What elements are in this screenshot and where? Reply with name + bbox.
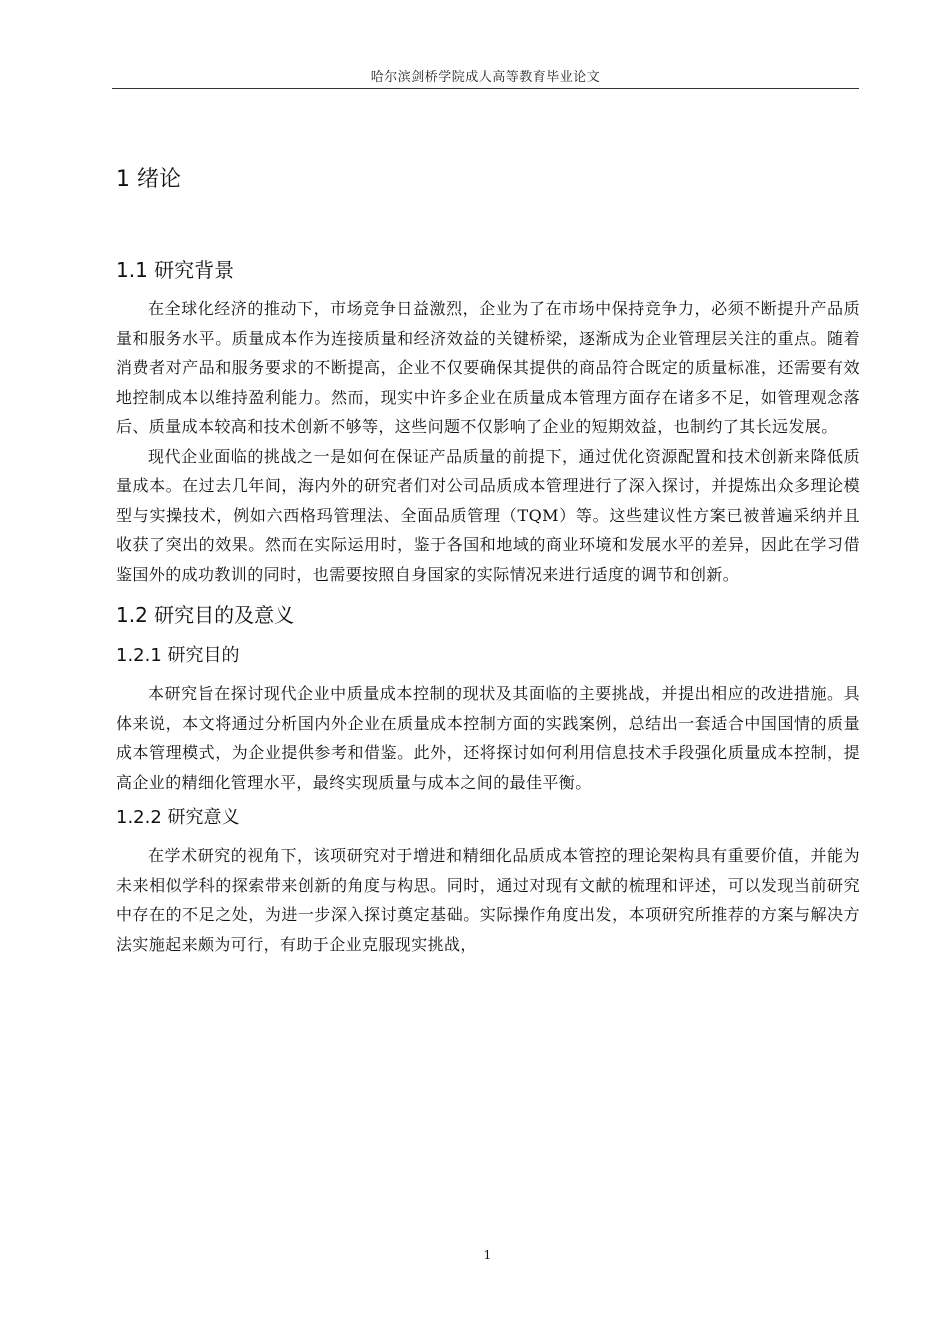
paragraph-purpose-1: 本研究旨在探讨现代企业中质量成本控制的现状及其面临的主要挑战，并提出相应的改进措施。具体来说，本文将通过分析国内外企业在质量成本控制方面的实践案例，总结出一套适合中国国情的质量成本管理模式，为企业提供参考和借鉴。此外，还将探讨如何利用信息技术手段强化质量成本控制，提高企业的精细化管理水平，最终实现质量与成本之间的最佳平衡。	[116, 684, 860, 792]
paragraph-background-1: 在全球化经济的推动下，市场竞争日益激烈，企业为了在市场中保持竞争力，必须不断提升产品质量和服务水平。质量成本作为连接质量和经济效益的关键桥梁，逐渐成为企业管理层关注的重点。随着消费者对产品和服务要求的不断提高，企业不仅要确保其提供的商品符合既定的质量标准，还需要有效地控制成本以维持盈利能力。然而，现实中许多企业在质量成本管理方面存在诸多不足，如管理观念落后、质量成本较高和技术创新不够等，这些问题不仅影响了企业的短期效益，也制约了其长远发展。	[116, 299, 860, 436]
page-number: 1	[483, 1248, 492, 1262]
header-divider	[112, 88, 859, 89]
paragraph-background-2: 现代企业面临的挑战之一是如何在保证产品质量的前提下，通过优化资源配置和技术创新来降低质量成本。在过去几年间，海内外的研究者们对公司品质成本管理进行了深入探讨，并提炼出众多理论模型与实操技术，例如六西格玛管理法、全面品质管理（TQM）等。这些建议性方案已被普遍采纳并且收获了突出的效果。然而在实际运用时，鉴于各国和地域的商业环境和发展水平的差异，因此在学习借鉴国外的成功教训的同时，也需要按照自身国家的实际情况来进行适度的调节和创新。	[116, 446, 860, 584]
subsection-title-significance: 1.2.2 研究意义	[116, 807, 240, 828]
section-title-background: 1.1 研究背景	[116, 258, 235, 282]
chapter-title: 1 绪论	[116, 167, 181, 192]
subsection-title-purpose: 1.2.1 研究目的	[116, 645, 240, 666]
page-body	[116, 160, 860, 959]
paragraph-significance-1: 在学术研究的视角下，该项研究对于增进和精细化品质成本管控的理论架构具有重要价值，并能为未来相似学科的探索带来创新的角度与构思。同时，通过对现有文献的梳理和评述，可以发现当前研究中存在的不足之处，为进一步深入探讨奠定基础。实际操作角度出发，本项研究所推荐的方案与解决方法实施起来颇为可行，有助于企业克服现实挑战，	[116, 846, 860, 954]
running-header: 哈尔滨剑桥学院成人高等教育毕业论文	[370, 70, 601, 85]
section-title-purpose-significance: 1.2 研究目的及意义	[116, 603, 295, 627]
